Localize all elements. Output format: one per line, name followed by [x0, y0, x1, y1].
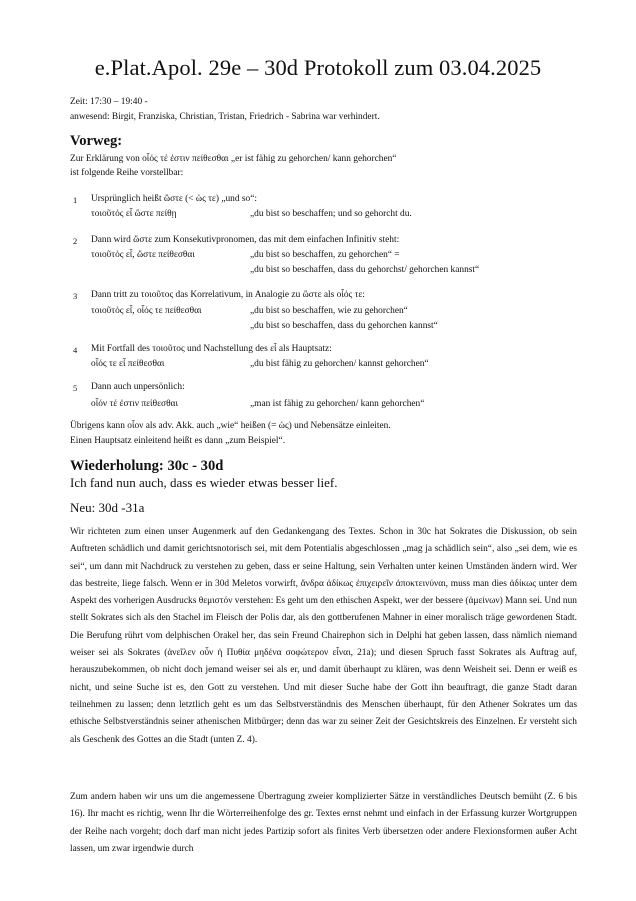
vorweg-heading: Vorweg: [70, 133, 123, 149]
list-item-greek: τοιοῦτός εἶ ὥστε πείθῃ [91, 209, 177, 219]
vorweg-intro-line-2: ist folgende Reihe vorstellbar: [70, 168, 184, 178]
list-item-number: 5 [73, 383, 78, 393]
list-item-greek: τοιοῦτός εἶ, ὥστε πείθεσθαι [91, 250, 195, 260]
time-line: Zeit: 17:30 – 19:40 - [70, 97, 148, 107]
list-item-greek: οἷόν τέ ἐστιν πείθεσθαι [91, 399, 178, 409]
neu-paragraph-2: Zum andern haben wir uns um die angemessene Übertragung zweier komplizierter Sätze in verständliches Deutsch bemüht (Z. 6 bis 16). Ihr macht es richtig, wenn Ihr die Wörterreihenfolge des gr. Textes ernst nehmt und einfach in der Erfassung kurzer Wortgruppen der Reihe nach vorgeht; doch darf man nicht jedes Partizip sofort als finites Verb übersetzen oder andere Flexionsformen außer Acht lassen, um zwar irgendwie durch [70, 792, 577, 854]
list-item-translation: „du bist fähig zu gehorchen/ kannst gehorchen“ [250, 359, 429, 369]
list-item-heading: Dann wird ὥστε zum Konsekutivpronomen, das mit dem einfachen Infinitiv steht: [91, 235, 400, 245]
vorweg-outro-line-1: Übrigens kann οἷον als adv. Akk. auch „wie“ heißen (= ὡς) und Nebensätze einleiten. [70, 421, 391, 431]
list-item-translation: „du bist so beschaffen, dass du gehorchst/ gehorchen kannst“ [250, 265, 480, 275]
list-item-translation: „du bist so beschaffen, dass du gehorchen kannst“ [250, 321, 438, 331]
list-item-number: 4 [73, 345, 78, 355]
vorweg-outro-line-2: Einen Hauptsatz einleitend heißt es dann „zum Beispiel“. [70, 436, 286, 446]
list-item-number: 1 [73, 195, 78, 205]
vorweg-intro-line-1: Zur Erklärung von οἷός τέ ἐστιν πείθεσθαι „er ist fähig zu gehorchen/ kann gehorchen“ [70, 154, 397, 164]
list-item-heading: Dann tritt zu τοιοῦτος das Korrelativum, in Analogie zu ὥστε als οἷός τε: [91, 290, 365, 300]
document-title: e.Plat.Apol. 29e – 30d Protokoll zum 03.04.2025 [94, 55, 542, 80]
neu-paragraph-1: Wir richteten zum einen unser Augenmerk auf den Gedankengang des Textes. Schon in 30c hat Sokrates die Diskussion, ob sein Auftreten schädlich und damit gerichtsnotorisch sei, mit dem Potentialis abgeschlossen „mag ja schädlich sein“, also „sei dem, wie es sei“, um dann mit Nachdruck zu verstehen zu geben, dass er seine Haltung, sein Verhalten unter keinen Umständen ändern wird. Wer das bestreite, liege falsch. Wenn er in 30d Meletos vorwirft, ἄνδρα ἀδίκως ἐπιχειρεῖν ἀποκτεινύναι, muss man dies ἀδίκως unter dem Aspekt des vorherigen Ausdrucks θεμιστόν verstehen: Es geht um den ethischen Aspekt, wer der bessere (ἀμείνων) Mann sei. Und nun stellt Sokrates sich als den Stachel im Fleisch der Polis dar, als den gottberufenen Mahner in einer moralisch träge gewordenen Stadt. Die Berufung rührt vom delphischen Orakel her, das sein Freund Chairephon sich in Delphi hat geben lassen, dass nämlich niemand weiser sei als Sokrates (ἀνεῖλεν οὖν ἡ Πυθία μηδένα σοφώτερον εἶναι, 21a); und diesen Spruch fasst Sokrates als Auftrag auf, herauszubekommen, ob nicht doch jemand weiser sei als er, und damit überhaupt zu klären, was denn Weisheit sei. Denn er weiß es nicht, und seine Suche ist es, den Gott zu verstehen. Und mit dieser Suche habe der Gott ihn beauftragt, die ganze Stadt daran teilnehmen zu lassen; denn letztlich geht es um das Selbstverständnis des Menschen überhaupt, für den Athener Sokrates um das ethische Selbstverständnis seiner athenischen Mitbürger; denn das war zu seiner Zeit der Gesichtskreis des Einzelnen. Er versteht sich als Geschenk des Gottes an die Stadt (unten Z. 4). [70, 527, 577, 745]
list-item-translation: „du bist so beschaffen; und so gehorcht du. [250, 209, 412, 219]
list-item-translation: „du bist so beschaffen, zu gehorchen“ = [250, 250, 400, 260]
list-item-heading: Dann auch unpersönlich: [91, 382, 185, 392]
list-item-translation: „du bist so beschaffen, wie zu gehorchen“ [250, 306, 408, 316]
wiederholung-heading: Wiederholung: 30c - 30d [70, 458, 224, 474]
wiederholung-text: Ich fand nun auch, dass es wieder etwas besser lief. [70, 475, 338, 490]
list-item-greek: τοιοῦτός εἶ, οἷός τε πείθεσθαι [91, 306, 202, 316]
neu-heading: Neu: 30d -31a [70, 500, 145, 515]
list-item-number: 2 [73, 236, 78, 246]
list-item-heading: Ursprünglich heißt ὥστε (< ὡς τε) „und so“: [91, 194, 257, 204]
list-item-heading: Mit Fortfall des τοιοῦτος und Nachstellung des εἶ als Hauptsatz: [91, 344, 332, 354]
list-item-translation: „man ist fähig zu gehorchen/ kann gehorchen“ [250, 399, 425, 409]
attendance-line: anwesend: Birgit, Franziska, Christian, Tristan, Friedrich - Sabrina war verhindert. [70, 112, 380, 122]
list-item-number: 3 [73, 291, 78, 301]
list-item-greek: οἷός τε εἶ πείθεσθαι [91, 359, 165, 369]
